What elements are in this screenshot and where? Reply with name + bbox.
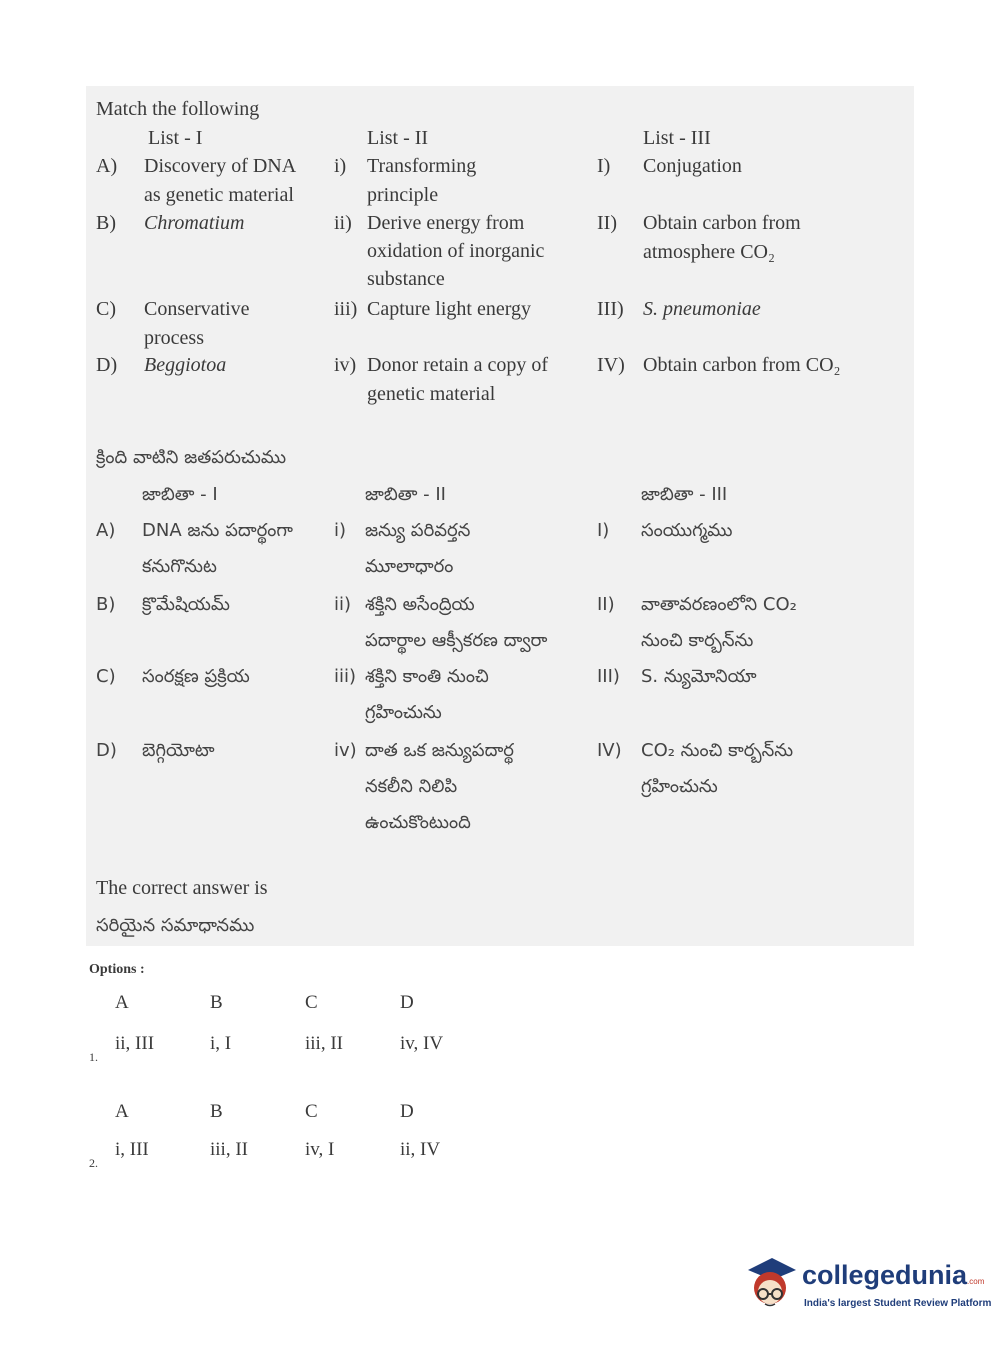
list1-item: process: [144, 327, 204, 349]
list2-item: oxidation of inorganic: [367, 240, 545, 262]
row-letter: C): [96, 666, 116, 687]
option-header: A: [115, 1101, 129, 1122]
option-header: B: [210, 1101, 223, 1122]
row-letter: A): [96, 520, 116, 541]
logo-name: collegedunia: [802, 1260, 968, 1290]
option-header: D: [400, 992, 414, 1013]
list3-item-te: సంయుగ్మము: [641, 520, 733, 541]
list3-numeral: II): [597, 594, 615, 615]
list3-numeral: IV): [597, 354, 625, 376]
list2-item: principle: [367, 184, 439, 206]
list3-numeral: II): [597, 212, 617, 234]
header-list-3: List - III: [643, 127, 711, 149]
list3-numeral: I): [597, 520, 610, 541]
list2-item-te: దాత ఒక జన్యుపదార్థ: [365, 740, 514, 761]
option-value: iv, IV: [400, 1033, 444, 1054]
mascot-icon: [742, 1252, 800, 1316]
list2-numeral: i): [334, 155, 347, 177]
row-letter: B): [96, 212, 116, 234]
list1-item: as genetic material: [144, 184, 294, 206]
list1-item: Beggiotoa: [144, 354, 227, 376]
logo-tagline: India's largest Student Review Platform: [804, 1298, 992, 1309]
list2-item: genetic material: [367, 383, 496, 405]
list2-numeral: iv): [334, 740, 357, 761]
list2-item: Donor retain a copy of: [367, 354, 549, 376]
list3-item-te: S. న్యుమోనియా: [641, 666, 757, 687]
list2-item-te: జన్యు పరివర్తన: [365, 520, 471, 541]
list2-item-te: ఉంచుకొంటుంది: [365, 812, 471, 833]
row-letter: A): [96, 155, 118, 177]
logo-suffix: .com: [967, 1277, 985, 1286]
answer-prompt-te: సరియైన సమాధానము: [96, 915, 255, 936]
header-list-3-te: జాబితా - III: [641, 484, 728, 505]
list3-item: Obtain carbon from: [643, 212, 801, 234]
option-header: B: [210, 992, 223, 1013]
option-header: C: [305, 992, 318, 1013]
option-number: 1.: [89, 1050, 98, 1064]
row-letter: D): [96, 354, 118, 376]
list3-numeral: III): [597, 666, 620, 687]
list1-item-te: కనుగొనుట: [142, 556, 217, 577]
option-value: iii, II: [210, 1139, 248, 1160]
list3-numeral: I): [597, 155, 611, 177]
list2-numeral: iii): [334, 666, 357, 687]
intro-en: Match the following: [96, 98, 260, 120]
list1-item-te: బెగ్గియోటా: [142, 740, 215, 761]
list2-item-te: పదార్థాల ఆక్సీకరణ ద్వారా: [365, 630, 548, 651]
option-value: i, I: [210, 1033, 232, 1054]
row-letter: C): [96, 298, 116, 320]
list1-item: Chromatium: [144, 212, 245, 234]
list3-item: Conjugation: [643, 155, 742, 177]
list3-item-te: గ్రహించును: [641, 776, 718, 797]
list3-item: Obtain carbon from CO₂: [643, 354, 841, 376]
list2-item: substance: [367, 268, 445, 290]
list2-item-te: నకలీని నిలిపి: [365, 776, 458, 797]
option-value: ii, III: [115, 1033, 155, 1054]
option-header: A: [115, 992, 129, 1013]
list3-item: atmosphere CO₂: [643, 241, 775, 263]
header-list-1: List - I: [148, 127, 203, 149]
list2-item: Transforming: [367, 155, 477, 177]
list3-numeral: III): [597, 298, 624, 320]
list2-item-te: శక్తిని అసేంద్రియ: [365, 594, 475, 615]
list3-item-te: వాతావరణంలోని CO₂: [641, 594, 797, 615]
list1-item-te: DNA జను పదార్థంగా: [142, 520, 293, 541]
option-value: iv, I: [305, 1139, 335, 1160]
list1-item: Conservative: [144, 298, 250, 320]
list2-numeral: iv): [334, 354, 357, 376]
list1-item-te: క్రొమేషియమ్: [142, 594, 230, 615]
list2-numeral: ii): [334, 212, 352, 234]
list2-item: Capture light energy: [367, 298, 532, 320]
option-header: D: [400, 1101, 414, 1122]
collegedunia-logo[interactable]: [742, 1252, 992, 1322]
row-letter: B): [96, 594, 116, 615]
header-list-2-te: జాబితా - II: [365, 484, 446, 505]
list2-item-te: గ్రహించును: [365, 702, 442, 723]
list2-numeral: ii): [334, 594, 352, 615]
list2-numeral: i): [334, 520, 347, 541]
option-number: 2.: [89, 1156, 98, 1170]
row-letter: D): [96, 740, 117, 761]
list1-item-te: సంరక్షణ ప్రక్రియ: [142, 666, 250, 687]
list3-item: S. pneumoniae: [643, 298, 761, 320]
list2-numeral: iii): [334, 298, 358, 320]
list3-numeral: IV): [597, 740, 622, 761]
answer-prompt-en: The correct answer is: [96, 877, 268, 899]
option-header: C: [305, 1101, 318, 1122]
options-label: Options :: [89, 962, 145, 977]
list2-item: Derive energy from: [367, 212, 525, 234]
header-list-2: List - II: [367, 127, 429, 149]
intro-te: క్రింది వాటిని జతపరుచుము: [96, 447, 287, 468]
option-value: ii, IV: [400, 1139, 441, 1160]
header-list-1-te: జాబితా - I: [142, 484, 218, 505]
list3-item-te: CO₂ నుంచి కార్బన్‌ను: [641, 740, 794, 761]
list2-item-te: శక్తిని కాంతి నుంచి: [365, 666, 489, 687]
option-value: iii, II: [305, 1033, 343, 1054]
list1-item: Discovery of DNA: [144, 155, 297, 177]
list3-item-te: నుంచి కార్బన్‌ను: [641, 630, 754, 651]
option-value: i, III: [115, 1139, 149, 1160]
list2-item-te: మూలాధారం: [365, 556, 454, 577]
